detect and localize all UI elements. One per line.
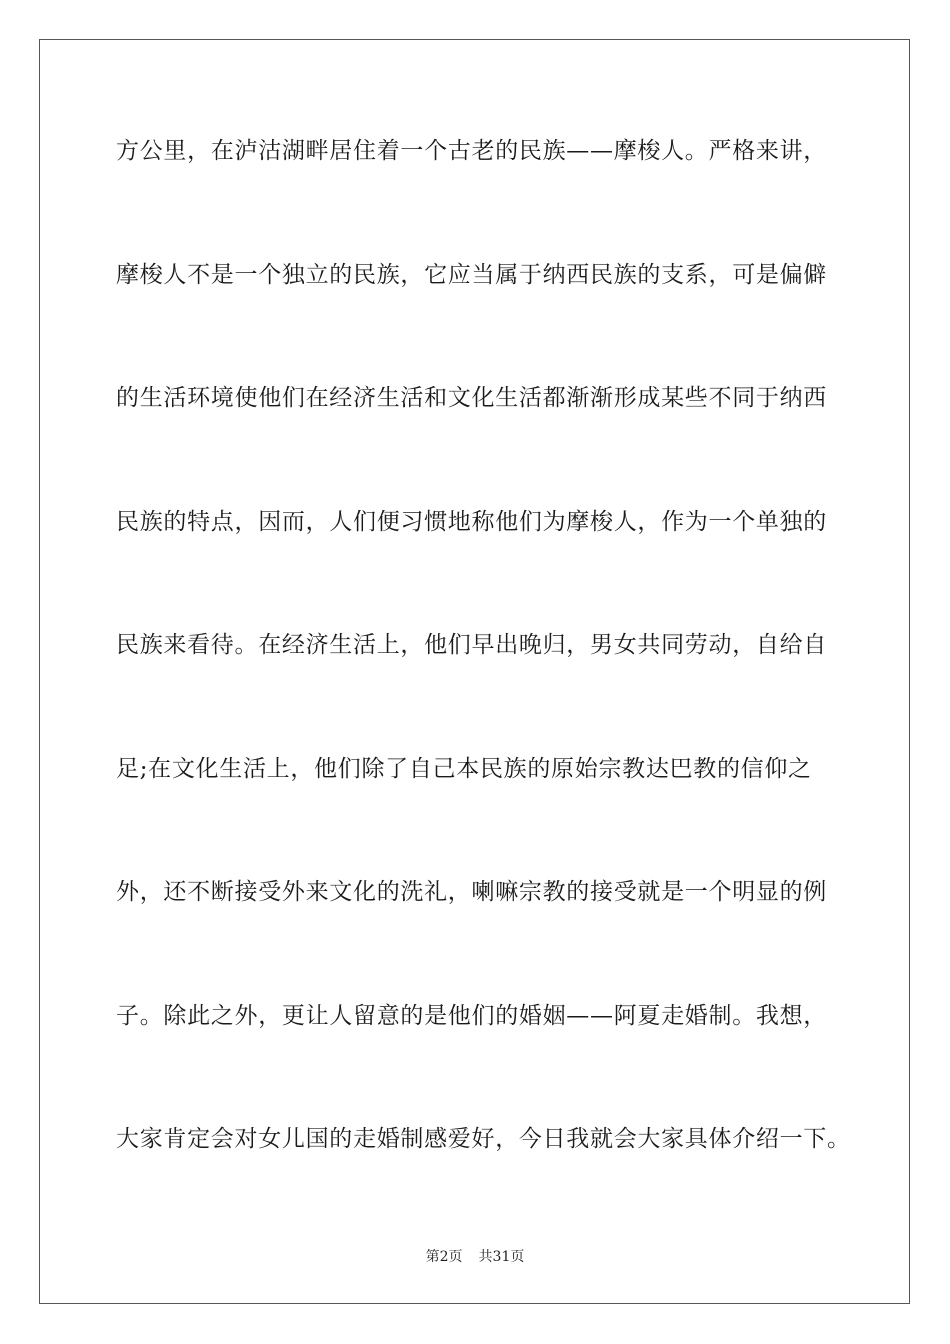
text-line-4: 民族的特点，因而，人们便习惯地称他们为摩梭人，作为一个单独的 (116, 508, 827, 535)
page-number: 第2页 (425, 1249, 463, 1265)
document-body (116, 127, 856, 1239)
text-line-5: 民族来看待。在经济生活上，他们早出晚归，男女共同劳动，自给自 (116, 632, 827, 658)
text-line-2: 摩梭人不是一个独立的民族，它应当属于纳西民族的支系，可是偏僻 (116, 261, 827, 288)
text-line-6: 足;在文化生活上，他们除了自己本民族的原始宗教达巴教的信仰之 (116, 755, 812, 782)
page-total: 共31页 (478, 1249, 525, 1265)
text-line-9: 大家肯定会对女儿国的走婚制感爱好，今日我就会大家具体介绍一下。 (116, 1126, 851, 1152)
page-footer (0, 1246, 950, 1266)
text-line-7: 外，还不断接受外来文化的洗礼，喇嘛宗教的接受就是一个明显的例 (116, 879, 827, 905)
text-line-1: 方公里，在泸沽湖畔居住着一个古老的民族——摩梭人。严格来讲， (116, 138, 827, 164)
text-line-8: 子。除此之外，更让人留意的是他们的婚姻——阿夏走婚制。我想， (116, 1002, 827, 1029)
text-line-3: 的生活环境使他们在经济生活和文化生活都渐渐形成某些不同于纳西 (116, 385, 827, 411)
